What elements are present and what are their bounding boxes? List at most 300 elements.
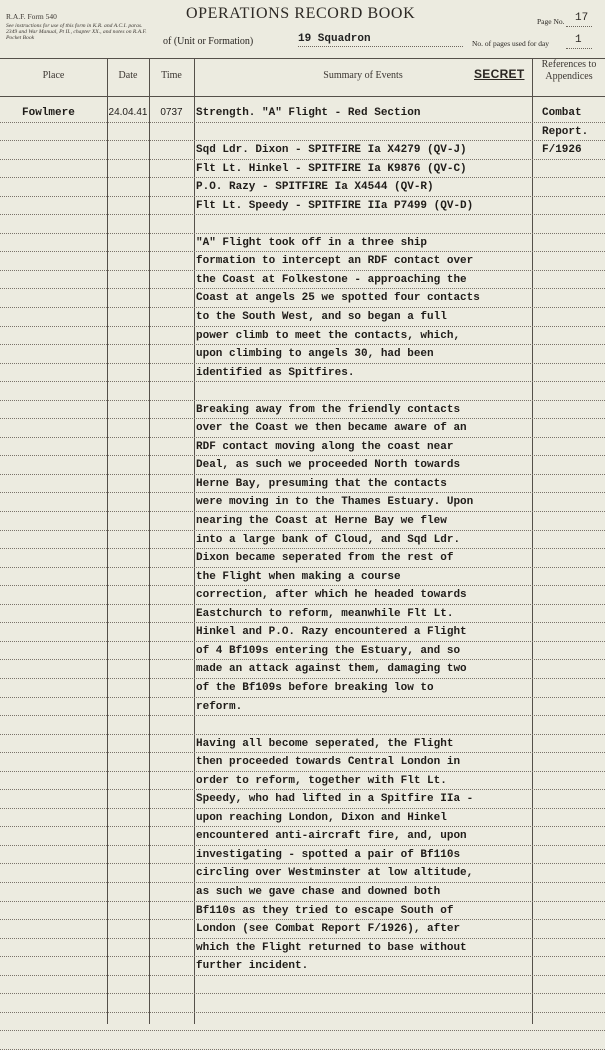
time-cell	[149, 939, 194, 957]
summary-cell: of the Bf109s before breaking low to	[196, 681, 434, 694]
summary-cell: Flt Lt. Speedy - SPITFIRE IIa P7499 (QV-D)	[196, 199, 474, 212]
reference-cell	[542, 642, 604, 660]
table-row	[0, 160, 605, 179]
place-cell	[22, 215, 106, 233]
table-row	[0, 939, 605, 958]
table-row	[0, 920, 605, 939]
date-cell	[107, 790, 149, 808]
place-cell	[22, 345, 106, 363]
date-cell	[107, 160, 149, 178]
unit-label: of (Unit or Formation)	[163, 36, 254, 47]
reference-cell	[542, 308, 604, 326]
table-row	[0, 902, 605, 921]
date-cell	[107, 660, 149, 678]
summary-cell: Coast at angels 25 we spotted four contacts	[196, 292, 480, 305]
reference-cell	[542, 698, 604, 716]
summary-cell: RDF contact moving along the coast near	[196, 440, 454, 453]
date-cell	[107, 679, 149, 697]
place-cell	[22, 605, 106, 623]
reference-cell	[542, 568, 604, 586]
time-cell	[149, 976, 194, 994]
table-row	[0, 123, 605, 142]
summary-cell: Breaking away from the friendly contacts	[196, 403, 461, 416]
date-cell	[107, 716, 149, 734]
place-cell	[22, 531, 106, 549]
time-cell	[149, 364, 194, 382]
summary-cell: Hinkel and P.O. Razy encountered a Flight	[196, 626, 467, 639]
date-cell: 24.04.41	[108, 107, 148, 118]
time-cell: 0737	[160, 107, 183, 118]
place-cell	[22, 772, 106, 790]
table-row	[0, 846, 605, 865]
date-cell	[107, 939, 149, 957]
summary-cell	[196, 215, 530, 233]
place-cell	[22, 698, 106, 716]
time-cell	[149, 289, 194, 307]
date-cell	[107, 883, 149, 901]
place-cell	[22, 1013, 106, 1031]
time-cell	[149, 716, 194, 734]
summary-cell: Having all become seperated, the Flight	[196, 737, 454, 750]
reference-cell	[542, 512, 604, 530]
place-cell	[22, 994, 106, 1012]
reference-cell	[542, 883, 604, 901]
date-cell	[107, 289, 149, 307]
table-row	[0, 605, 605, 624]
page-number-value: 17	[575, 12, 589, 24]
table-row	[0, 772, 605, 791]
summary-cell: encountered anti-aircraft fire, and, upon	[196, 830, 467, 843]
date-cell	[107, 568, 149, 586]
place-cell	[22, 827, 106, 845]
time-cell	[149, 419, 194, 437]
reference-cell	[542, 215, 604, 233]
reference-cell	[542, 1013, 604, 1031]
summary-cell	[196, 994, 530, 1012]
reference-cell	[542, 289, 604, 307]
time-cell	[149, 141, 194, 159]
time-cell	[149, 512, 194, 530]
place-cell	[22, 957, 106, 975]
table-row	[0, 345, 605, 364]
reference-cell	[542, 178, 604, 196]
table-row	[0, 976, 605, 995]
summary-cell: Deal, as such we proceeded North towards	[196, 459, 461, 472]
date-cell	[107, 141, 149, 159]
time-cell	[149, 902, 194, 920]
column-header-references: References to Appendices	[541, 59, 597, 82]
place-cell	[22, 271, 106, 289]
time-cell	[149, 642, 194, 660]
table-row	[0, 104, 605, 123]
table-row	[0, 382, 605, 401]
date-cell	[107, 475, 149, 493]
time-cell	[149, 271, 194, 289]
table-header-bottom-border	[0, 96, 605, 97]
reference-cell	[542, 957, 604, 975]
table-row	[0, 864, 605, 883]
place-cell	[22, 364, 106, 382]
reference-cell	[542, 586, 604, 604]
date-cell	[107, 827, 149, 845]
reference-cell	[542, 252, 604, 270]
date-cell	[107, 419, 149, 437]
time-cell	[149, 568, 194, 586]
summary-cell	[196, 716, 530, 734]
summary-cell: reform.	[196, 700, 243, 713]
time-cell	[149, 308, 194, 326]
reference-cell	[542, 864, 604, 882]
place-cell	[22, 401, 106, 419]
place-cell	[22, 753, 106, 771]
date-cell	[107, 605, 149, 623]
summary-cell	[196, 1031, 530, 1049]
reference-cell	[542, 456, 604, 474]
record-rows	[0, 104, 605, 1050]
date-cell	[107, 809, 149, 827]
date-cell	[107, 197, 149, 215]
summary-cell: investigating - spotted a pair of Bf110s	[196, 848, 461, 861]
time-cell	[149, 1013, 194, 1031]
table-row	[0, 957, 605, 976]
table-row	[0, 531, 605, 550]
date-cell	[107, 902, 149, 920]
reference-cell	[542, 438, 604, 456]
page-title: OPERATIONS RECORD BOOK	[186, 5, 416, 22]
table-row	[0, 642, 605, 661]
place-cell	[22, 549, 106, 567]
table-row	[0, 994, 605, 1013]
page-number-dotline	[566, 26, 592, 27]
summary-cell: "A" Flight took off in a three ship	[196, 236, 428, 249]
date-cell	[107, 178, 149, 196]
reference-cell: Report.	[542, 125, 589, 138]
date-cell	[107, 308, 149, 326]
place-cell	[22, 475, 106, 493]
summary-cell: the Flight when making a course	[196, 570, 401, 583]
time-cell	[149, 605, 194, 623]
date-cell	[107, 252, 149, 270]
summary-cell: P.O. Razy - SPITFIRE Ia X4544 (QV-R)	[196, 181, 434, 194]
date-cell	[107, 976, 149, 994]
date-cell	[107, 234, 149, 252]
table-row	[0, 364, 605, 383]
time-cell	[149, 846, 194, 864]
reference-cell	[542, 401, 604, 419]
table-row	[0, 289, 605, 308]
reference-cell	[542, 939, 604, 957]
place-cell	[22, 438, 106, 456]
pages-used-value: 1	[575, 34, 582, 46]
time-cell	[149, 883, 194, 901]
table-row	[0, 141, 605, 160]
reference-cell	[542, 382, 604, 400]
summary-cell: over the Coast we then became aware of an	[196, 422, 467, 435]
table-row	[0, 679, 605, 698]
summary-cell: then proceeded towards Central London in	[196, 756, 461, 769]
summary-cell: upon reaching London, Dixon and Hinkel	[196, 811, 447, 824]
column-header-time: Time	[161, 70, 182, 81]
time-cell	[149, 123, 194, 141]
reference-cell	[542, 197, 604, 215]
time-cell	[149, 475, 194, 493]
table-row	[0, 456, 605, 475]
table-row	[0, 883, 605, 902]
summary-cell: Flt Lt. Hinkel - SPITFIRE Ia K9876 (QV-C)	[196, 162, 467, 175]
place-cell	[22, 178, 106, 196]
time-cell	[149, 252, 194, 270]
table-row	[0, 215, 605, 234]
time-cell	[149, 623, 194, 641]
reference-cell	[542, 531, 604, 549]
reference-cell	[542, 327, 604, 345]
date-cell	[107, 994, 149, 1012]
time-cell	[149, 827, 194, 845]
date-cell	[107, 512, 149, 530]
summary-cell: to the South West, and so began a full	[196, 311, 447, 324]
time-cell	[149, 679, 194, 697]
time-cell	[149, 382, 194, 400]
reference-cell	[542, 976, 604, 994]
table-top-border	[0, 58, 605, 59]
reference-cell	[542, 234, 604, 252]
reference-cell	[542, 271, 604, 289]
summary-cell: of 4 Bf109s entering the Estuary, and so	[196, 644, 461, 657]
date-cell	[107, 623, 149, 641]
place-cell	[22, 586, 106, 604]
column-header-place: Place	[42, 70, 65, 81]
time-cell	[149, 1031, 194, 1049]
page-number-label: Page No.	[537, 17, 565, 26]
reference-cell	[542, 419, 604, 437]
place-cell	[22, 197, 106, 215]
summary-cell: upon climbing to angels 30, had been	[196, 348, 434, 361]
date-cell	[107, 382, 149, 400]
place-cell	[22, 252, 106, 270]
summary-cell: London (see Combat Report F/1926), after	[196, 923, 461, 936]
summary-cell: Sqd Ldr. Dixon - SPITFIRE Ia X4279 (QV-J)	[196, 144, 467, 157]
table-row	[0, 271, 605, 290]
place-cell	[22, 493, 106, 511]
reference-cell	[542, 994, 604, 1012]
reference-cell	[542, 827, 604, 845]
unit-value	[298, 33, 463, 47]
reference-cell	[542, 364, 604, 382]
table-row	[0, 493, 605, 512]
date-cell	[107, 772, 149, 790]
time-cell	[149, 160, 194, 178]
form-id: R.A.F. Form 540	[6, 12, 57, 21]
time-cell	[149, 493, 194, 511]
time-cell	[149, 178, 194, 196]
reference-cell: F/1926	[542, 144, 582, 157]
reference-cell	[542, 660, 604, 678]
date-cell	[107, 531, 149, 549]
table-row	[0, 252, 605, 271]
place-cell	[22, 234, 106, 252]
table-row	[0, 568, 605, 587]
reference-cell: Combat	[542, 107, 582, 119]
date-cell	[107, 735, 149, 753]
place-cell	[22, 790, 106, 808]
date-cell	[107, 345, 149, 363]
date-cell	[107, 271, 149, 289]
table-row	[0, 753, 605, 772]
reference-cell	[542, 790, 604, 808]
reference-cell	[542, 605, 604, 623]
place-cell	[22, 939, 106, 957]
reference-cell	[542, 920, 604, 938]
date-cell	[107, 364, 149, 382]
date-cell	[107, 327, 149, 345]
summary-cell	[196, 976, 530, 994]
table-row	[0, 178, 605, 197]
reference-cell	[542, 1031, 604, 1049]
summary-cell: order to reform, together with Flt Lt.	[196, 774, 447, 787]
reference-cell	[542, 809, 604, 827]
table-row	[0, 735, 605, 754]
time-cell	[149, 864, 194, 882]
date-cell	[107, 957, 149, 975]
place-cell	[22, 883, 106, 901]
reference-cell	[542, 475, 604, 493]
time-cell	[149, 345, 194, 363]
time-cell	[149, 438, 194, 456]
place-cell	[22, 123, 106, 141]
time-cell	[149, 994, 194, 1012]
summary-cell: into a large bank of Cloud, and Sqd Ldr.	[196, 533, 461, 546]
place-cell	[22, 660, 106, 678]
place-cell	[22, 716, 106, 734]
time-cell	[149, 327, 194, 345]
table-row	[0, 586, 605, 605]
table-row	[0, 197, 605, 216]
place-cell	[22, 864, 106, 882]
pages-used-dotline	[566, 48, 592, 49]
reference-cell	[542, 623, 604, 641]
date-cell	[107, 493, 149, 511]
reference-cell	[542, 735, 604, 753]
date-cell	[107, 586, 149, 604]
column-header-date: Date	[118, 70, 138, 81]
time-cell	[149, 401, 194, 419]
reference-cell	[542, 753, 604, 771]
summary-cell: power climb to meet the contacts, which,	[196, 329, 461, 342]
summary-cell: Dixon became seperated from the rest of	[196, 552, 454, 565]
summary-cell: made an attack against them, damaging two	[196, 663, 467, 676]
summary-cell: the Coast at Folkestone - approaching the	[196, 273, 467, 286]
reference-cell	[542, 160, 604, 178]
pages-used-label: No. of pages used for day	[472, 39, 550, 48]
date-cell	[107, 864, 149, 882]
reference-cell	[542, 345, 604, 363]
place-cell	[22, 568, 106, 586]
place-cell	[22, 1031, 106, 1049]
place-cell	[22, 623, 106, 641]
reference-cell	[542, 549, 604, 567]
time-cell	[149, 753, 194, 771]
time-cell	[149, 531, 194, 549]
place-cell	[22, 735, 106, 753]
place-cell	[22, 679, 106, 697]
summary-cell: Strength. "A" Flight - Red Section	[196, 107, 421, 119]
date-cell	[107, 753, 149, 771]
place-cell	[22, 902, 106, 920]
place-cell	[22, 512, 106, 530]
date-cell	[107, 123, 149, 141]
date-cell	[107, 846, 149, 864]
secret-stamp: SECRET	[474, 67, 525, 81]
date-cell	[107, 920, 149, 938]
table-row	[0, 549, 605, 568]
summary-cell: formation to intercept an RDF contact over	[196, 255, 474, 268]
unit-value-text: 19 Squadron	[298, 33, 371, 45]
place-cell	[22, 809, 106, 827]
table-row	[0, 623, 605, 642]
summary-cell: circling over Westminster at low altitude,	[196, 867, 474, 880]
summary-cell	[196, 1013, 530, 1031]
summary-cell	[196, 382, 530, 400]
time-cell	[149, 772, 194, 790]
summary-cell: Bf110s as they tried to escape South of	[196, 904, 454, 917]
date-cell	[107, 1031, 149, 1049]
time-cell	[149, 957, 194, 975]
time-cell	[149, 698, 194, 716]
summary-cell: Eastchurch to reform, meanwhile Flt Lt.	[196, 607, 454, 620]
reference-cell	[542, 846, 604, 864]
summary-cell: as such we gave chase and downed both	[196, 885, 441, 898]
place-cell	[22, 141, 106, 159]
date-cell	[107, 549, 149, 567]
summary-cell: Speedy, who had lifted in a Spitfire IIa -	[196, 793, 474, 806]
place-cell	[22, 327, 106, 345]
time-cell	[149, 790, 194, 808]
date-cell	[107, 215, 149, 233]
place-cell	[22, 920, 106, 938]
table-row	[0, 790, 605, 809]
place-cell	[22, 382, 106, 400]
place-cell: Fowlmere	[22, 107, 75, 119]
time-cell	[149, 234, 194, 252]
place-cell	[22, 642, 106, 660]
summary-cell: correction, after which he headed towards	[196, 589, 467, 602]
reference-cell	[542, 772, 604, 790]
place-cell	[22, 308, 106, 326]
place-cell	[22, 846, 106, 864]
time-cell	[149, 215, 194, 233]
time-cell	[149, 456, 194, 474]
time-cell	[149, 735, 194, 753]
column-header-summary: Summary of Events	[323, 70, 403, 81]
table-row	[0, 234, 605, 253]
summary-cell: which the Flight returned to base without	[196, 941, 467, 954]
place-cell	[22, 160, 106, 178]
date-cell	[107, 438, 149, 456]
date-cell	[107, 401, 149, 419]
date-cell	[107, 698, 149, 716]
form-instructions-note: See instructions for use of this form in K.R. and A.C.I. paras. 2349 and War Manual, Pt II., chapter XX., and notes on R.A.F. Pocket Book	[6, 23, 147, 41]
place-cell	[22, 976, 106, 994]
table-row	[0, 1013, 605, 1032]
summary-cell	[196, 123, 530, 141]
table-row	[0, 419, 605, 438]
place-cell	[22, 419, 106, 437]
table-row	[0, 327, 605, 346]
table-row	[0, 308, 605, 327]
table-row	[0, 475, 605, 494]
table-row	[0, 716, 605, 735]
date-cell	[107, 456, 149, 474]
